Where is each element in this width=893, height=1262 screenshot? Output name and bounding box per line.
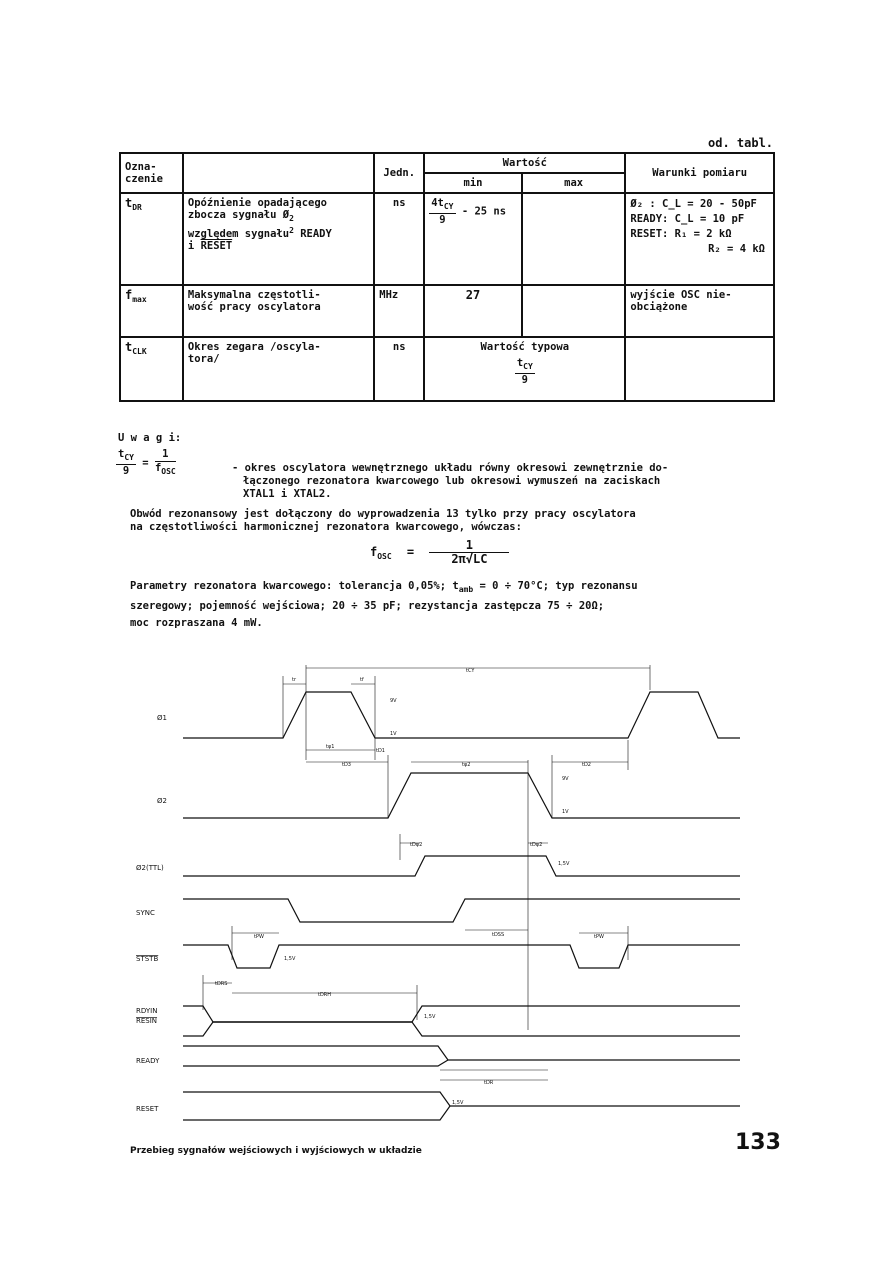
level-1v-b: 1V [562,809,569,815]
timing-tf: tf [360,677,364,683]
header-designation: Ozna- czenie [120,153,183,193]
header-unit: Jedn. [374,153,424,193]
header-conditions: Warunki pomiaru [625,153,774,193]
timing-tcy: tCY [466,668,475,674]
label-phi2: Ø2 [157,797,167,805]
description-cell: Opóźnienie opadającego zbocza sygnału $Ø_2$ względem sygnału$^2$ READY i RESET [183,193,374,285]
timing-tdphi2-b: tDφ2 [530,842,543,848]
level-st: 1,5V [284,956,296,962]
typical-cell: Wartość typowa $\frac{t_{CY}}{9}$ [424,337,625,401]
conditions-cell: wyjście OSC nie- obciążone [625,285,774,337]
unit-cell: MHz [374,285,424,337]
phi1-waveform [183,692,740,738]
notes-heading: U w a g i: [118,432,182,444]
label-phi1: Ø1 [157,714,167,722]
ststb-waveform [183,945,740,968]
symbol-cell: $t_{CLK}$ [120,337,183,401]
timing-tpw-2: tPW [594,934,604,940]
timing-tr: tr [292,677,297,683]
label-sync: SYNC [136,909,155,917]
reset-waveform-bottom [183,1106,450,1120]
note-paragraph-2: Parametry rezonatora kwarcowego: tolerancja 0,05%; $t_{amb} = 0 \div 70^\circ C$; typ rezonansu szeregowy; pojemność wejściowa; 20 ÷ 35 pF; rezystancja zastępcza 75 ÷ 20Ω; moc rozpraszana 4 mW. [130,580,638,629]
formula-tcy: $\frac{t_{CY}}{9}$ = $\frac{1}{f_{OSC}}$ [118,448,176,477]
level-ttl: 1,5V [558,861,570,867]
min-cell: $\frac{4t_{CY}}{9}$ - 25 ns [424,193,522,285]
page-number: 133 [735,1130,781,1155]
rdyin-waveform-top [183,1006,740,1022]
timing-tdr: tDR [484,1080,494,1086]
sync-waveform [183,899,740,922]
label-phi2-ttl: Ø2(TTL) [136,864,164,872]
timing-tphi2: tφ2 [462,762,471,768]
level-9v-b: 9V [562,776,569,782]
label-resin: RESIN [136,1017,158,1025]
timing-tpw-1: tPW [254,934,264,940]
note-paragraph-1: Obwód rezonansowy jest dołączony do wyprowadzenia 13 tylko przy pracy oscylatora na częstotliwości harmonicznej rezonatora kwarcowego, wówczas: [130,508,636,533]
level-9v-a: 9V [390,698,397,704]
phi2ttl-waveform [183,856,740,876]
timing-td1: tD1 [376,748,385,754]
phi2-waveform [183,773,740,818]
symbol-cell: $t_{DR}$ [120,193,183,285]
figure-caption: Przebieg sygnałów wejściowych i wyjściowych w układzie [130,1146,422,1156]
label-reset: RESET [136,1105,159,1113]
formula-tcy-text: - okres oscylatora wewnętrznego układu równy okresowi zewnętrznie do- łączonego rezonatora kwarcowego lub okresowi wymuszeń na zaciskach XTAL1 i XTAL2. [232,462,669,500]
unit-cell: ns [374,193,424,285]
description-cell: Maksymalna częstotli- wość pracy oscylatora [183,285,374,337]
timing-tdphi2-a: tDφ2 [410,842,423,848]
timing-tdrh: tDRH [318,992,332,998]
label-ready: READY [136,1057,160,1065]
header-max: max [522,173,626,193]
header-value: Wartość [424,153,625,173]
header-min: min [424,173,522,193]
timing-td2: tD2 [582,762,591,768]
ready-waveform-bottom [183,1060,448,1066]
rdyin-waveform-bottom [183,1022,740,1036]
formula-fosc: $f_{OSC}$ = $\frac{1}{2\pi√LC}$ [370,539,509,566]
level-rs: 1,5V [452,1100,464,1106]
symbol-cell: $f_{max}$ [120,285,183,337]
timing-tphi1: tφ1 [326,744,335,750]
level-1v-a: 1V [390,731,397,737]
timing-td3: tD3 [342,762,351,768]
description-cell: Okres zegara /oscyla- tora/ [183,337,374,401]
unit-cell: ns [374,337,424,401]
timing-tdss: tDSS [492,932,505,938]
timing-tdrs: tDRS [215,981,228,987]
label-ststb: STSTB [136,955,159,963]
conditions-cell: Ø₂ : C_L = 20 - 50pF READY: C_L = 10 pF RESET: R₁ = 2 kΩ R₂ = 4 kΩ [625,193,774,285]
min-cell: 27 [424,285,522,337]
ready-waveform-top [183,1046,740,1060]
label-rdyin: RDYIN [136,1007,158,1015]
continuation-label: od. tabl. [708,136,774,150]
level-rd: 1,5V [424,1014,436,1020]
